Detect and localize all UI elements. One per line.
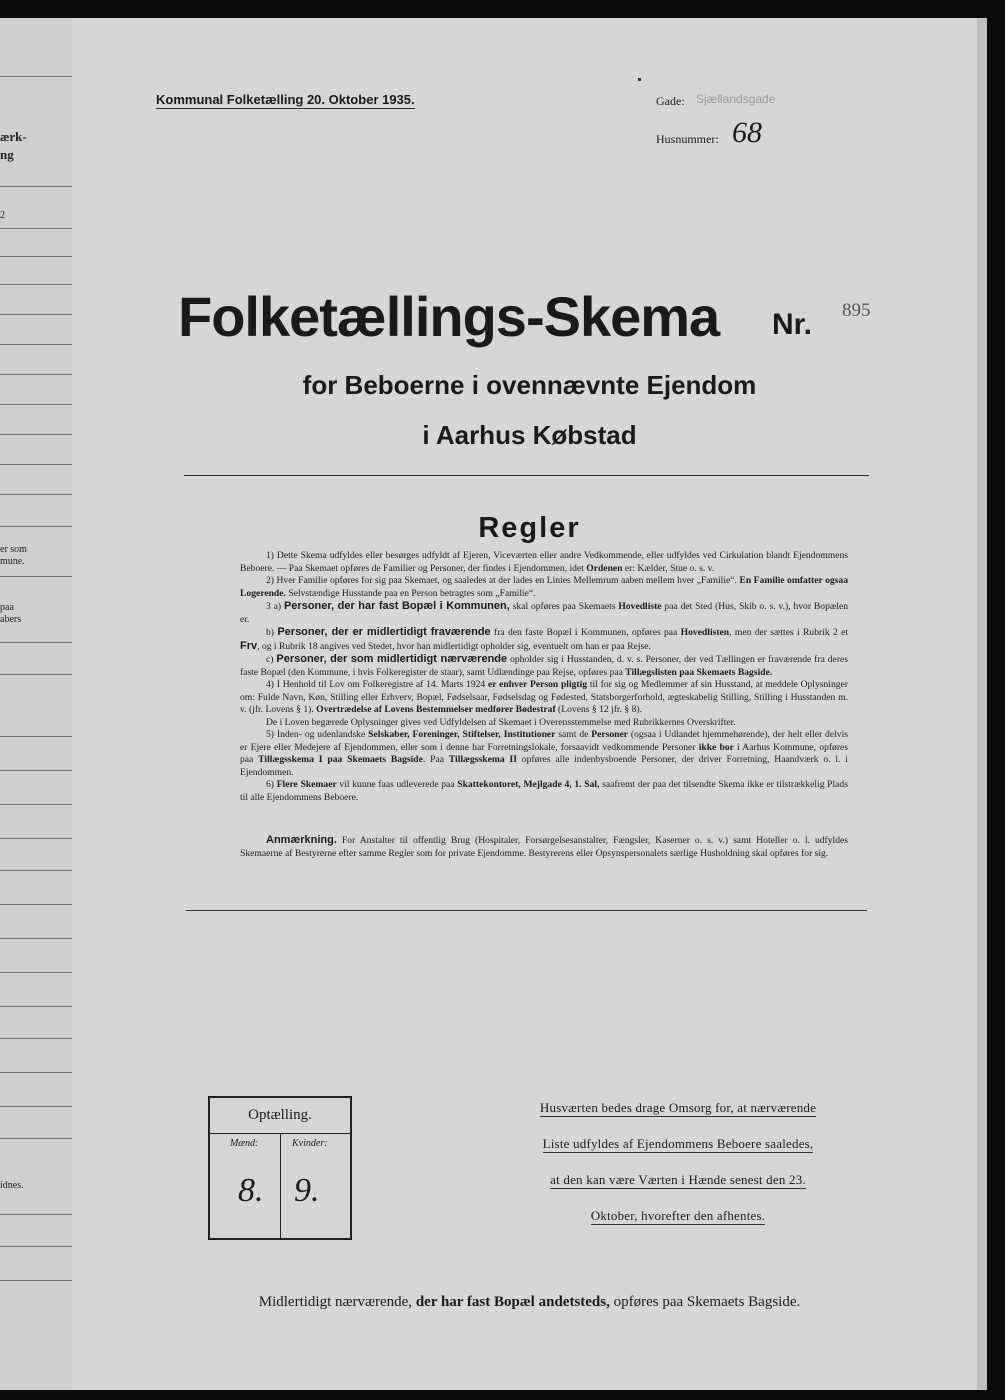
footer-note: Midlertidigt nærværende, der har fast Bopæl andetsteds, opføres paa Skemaets Bagside. [258,1294,801,1310]
rule-line [0,526,72,527]
form-subtitle-2: i Aarhus Købstad [422,420,637,450]
rule-line [0,494,72,495]
rule-line [0,674,72,675]
rule-line [0,770,72,771]
rule-line [0,76,72,77]
rule-3a: 3 a) Personer, der har fast Bopæl i Kommunen, skal opføres paa Skemaets Hovedliste paa det Sted (Hus, Skib o. s. v.), hvor Bopælen er. [240,600,849,625]
house-number-value: 68 [732,116,762,149]
rule-line [0,186,72,187]
rule-line [0,1280,72,1281]
men-label: Mænd: [230,1138,259,1149]
left-fragment: 2 [0,210,5,221]
rule-line [0,434,72,435]
rule-line [0,938,72,939]
left-fragment: idnes. [0,1180,24,1191]
street-label: Gade: [656,94,685,108]
census-date-line: Kommunal Folketælling 20. Oktober 1935. [156,92,415,107]
rule-line [0,1138,72,1139]
left-fragment: ærk- [0,129,27,144]
rule-line [0,1214,72,1215]
rule-4-extra: De i Loven begærede Oplysninger gives ved Udfyldelsen af Skemaet i Overensstemmelse med Rubrikkernes Overskrifter. [266,716,736,728]
rule-line [0,314,72,315]
landlord-note-line: Oktober, hvorefter den afhentes. [590,1208,766,1223]
rule-line [0,344,72,345]
rules-text [240,550,848,804]
landlord-note-line: Liste udfyldes af Ejendommens Beboere saaledes, [542,1136,814,1151]
rule-line [0,1006,72,1007]
rule-line [0,284,72,285]
ink-dot [638,78,641,81]
rule-line [0,838,72,839]
rule-line [0,256,72,257]
rule-line [0,1106,72,1107]
form-subtitle-1: for Beboerne i ovennævnte Ejendom [302,370,757,400]
rule-line [0,870,72,871]
women-label: Kvinder: [292,1138,328,1149]
rule-1: 1) Dette Skema udfyldes eller besørges udfyldt af Ejeren, Viceværten eller andre Vedkommende, eller udfyldes ved Cirkulation blandt Ejendommens Beboere. — Paa Skemaet opføres de Familier og Personer, der findes i Ejendommen, idet Ordenen er: Kælder, Stue o. s. v. [240,550,848,574]
rule-2: 2) Hver Familie opføres for sig paa Skemaet, og saaledes at der lades en Linies Mellemrum aaben mellem hver „Familie“. En Familie omfatter ogsaa Logerende. Selvstændige Husstande paa en Person betragtes som „Familie“. [240,575,848,599]
landlord-note-line: Husværten bedes drage Omsorg for, at nærværende [539,1100,817,1115]
rule-3b: b) Personer, der er midlertidigt fraværende fra den faste Bopæl i Kommunen, opføres paa Hovedlisten, men der sættes i Rubrik 2 et Frv, og i Rubrik 18 angives ved Stedet, hvor han midlertidigt opholder sig, eventuelt om han er paa Rejse. [240,626,849,652]
street-value: Sjællandsgade [696,92,776,106]
rule-line [0,374,72,375]
divider [186,910,867,911]
rule-6: 6) Flere Skemaer vil kunne faas udleverede paa Skattekontoret, Mejlgade 4, 1. Sal, saafremt der paa det tilsendte Skema ikke er tilstrækkelig Plads til alle Ejendommens Beboere. [240,779,848,803]
rule-line [0,972,72,973]
rules-heading: Regler [478,512,581,544]
rule-line [0,576,72,577]
form-number-value: 895 [842,300,871,321]
left-fragment: paa [0,602,14,613]
left-fragment: er som [0,544,27,555]
form-title: Folketællings-Skema [178,285,720,348]
rule-line [0,464,72,465]
form-number-label: Nr. [772,308,813,341]
rule-line [0,404,72,405]
rule-line [0,804,72,805]
count-box-divider [280,1133,281,1238]
divider [184,475,869,476]
men-count: 8. [238,1172,264,1209]
census-form-page [72,18,987,1390]
rule-5: 5) Inden- og udenlandske Selskaber, Foreninger, Stiftelser, Institutioner samt de Personer (ogsaa i Udlandet hjemmehørende), der helt eller delvis er Ejere eller Medejere af Ejendommen, eller som i denne har Forretningslokale, forsaavidt vedkommende Personer ikke bor i Aarhus Kommune, opføres paa Tillægsskema I paa Skemaets Bagside. Paa Tillægsskema II opføres alle indenbysboende Personer, der driver Forretning, Haandværk o. l. i Ejendommen. [240,729,849,778]
rule-4: 4) I Henhold til Lov om Folkeregistre af 14. Marts 1924 er enhver Person pligtig til for sig og Medlemmer af sin Husstand, at meddele Oplysninger om: Fulde Navn, Køn, Stilling eller Erhverv, Bopæl, Fødselsaar, Fødselsdag og Fødested, Statsborgerforhold, ægteskabelig Stilling, Stilling i Husstanden m. v. (jfr. Lovens § 1). Overtrædelse af Lovens Bestemmelser medfører Bødestraf (Lovens § 12 jfr. § 8). [240,679,848,715]
rule-line [0,736,72,737]
rule-line [0,1246,72,1247]
women-count: 9. [294,1172,320,1209]
page-edge [977,18,987,1390]
remark-text: Anmærkning. For Anstalter til offentlig Brug (Hospitaler, Forsørgelsesanstalter, Fængsler, Kaserner o. s. v.) samt Hoteller o. l. udfyldes Skemaerne af Bestyrerne efter samme Regler som for private Ejendomme. Bestyrerens eller Opsynspersonalets særlige Husholdning skal opføres for sig. [240,834,849,859]
left-fragment: mune. [0,556,25,567]
left-page-edge [0,18,75,1390]
left-fragment: ng [0,147,14,162]
count-box-title: Optælling. [210,1098,350,1134]
rule-3c: c) Personer, der som midlertidigt nærværende opholder sig i Husstanden, d. v. s. Personer, der ved Tællingen er fraværende fra deres faste Bopæl (den Kommune, i hvis Folkeregister de staar), samt Udlændinge paa Rejse, opføres paa Tillægslisten paa Skemaets Bagside. [240,653,849,678]
rule-line [0,642,72,643]
landlord-note-line: at den kan være Værten i Hænde senest den 23. [550,1172,806,1187]
left-fragment: abers [0,614,22,625]
rule-line [0,1072,72,1073]
rule-line [0,1038,72,1039]
count-box [208,1096,352,1240]
rule-line [0,228,72,229]
house-number-label: Husnummer: [656,132,719,146]
rule-line [0,904,72,905]
